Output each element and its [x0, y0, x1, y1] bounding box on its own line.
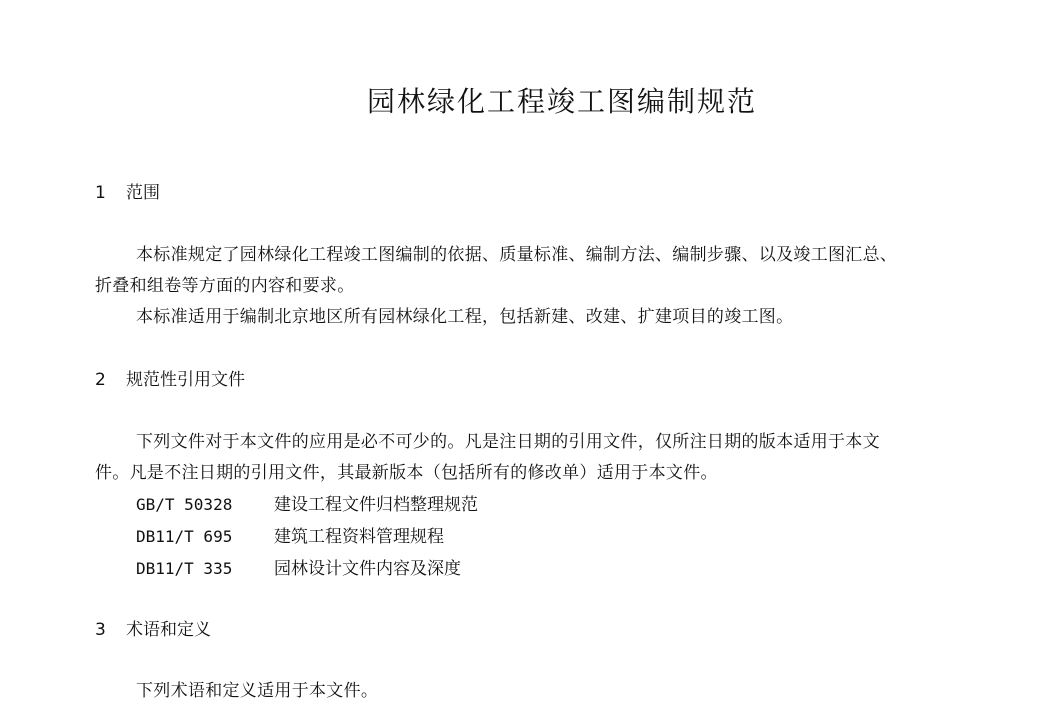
reference-name: 园林设计文件内容及深度: [274, 559, 461, 579]
reference-code: DB11/T 335: [136, 559, 233, 578]
paragraph-line: 件。凡是不注日期的引用文件，其最新版本（包括所有的修改单）适用于本文件。: [95, 463, 718, 483]
section-title: 术语和定义: [126, 620, 211, 640]
section-heading-terms-definitions: [95, 618, 211, 642]
section-heading-scope: [95, 181, 160, 205]
paragraph-line: 下列文件对于本文件的应用是必不可少的。凡是注日期的引用文件，仅所注日期的版本适用于本文: [136, 432, 880, 452]
section-title: 范围: [126, 183, 160, 203]
reference-code: GB/T 50328: [136, 495, 233, 514]
reference-item: [136, 553, 478, 585]
reference-list: [136, 489, 478, 585]
reference-item: [136, 521, 478, 553]
section-number: 2: [95, 370, 106, 390]
paragraph-line: 下列术语和定义适用于本文件。: [136, 681, 379, 701]
section-number: 1: [95, 183, 106, 203]
document-title: 园林绿化工程竣工图编制规范: [366, 85, 757, 118]
section-title: 规范性引用文件: [126, 370, 245, 390]
section-number: 3: [95, 620, 106, 640]
paragraph-line: 本标准适用于编制北京地区所有园林绿化工程，包括新建、改建、扩建项目的竣工图。: [136, 307, 794, 327]
reference-name: 建筑工程资料管理规程: [274, 527, 444, 547]
section-paragraph-references: [95, 427, 1035, 489]
paragraph-line: 本标准规定了园林绿化工程竣工图编制的依据、质量标准、编制方法、编制步骤、以及竣工图汇总、: [136, 245, 898, 265]
paragraph-line: 折叠和组卷等方面的内容和要求。: [95, 276, 355, 296]
reference-code: DB11/T 695: [136, 527, 233, 546]
reference-item: [136, 489, 478, 521]
section-heading-normative-references: [95, 368, 245, 392]
section-paragraph-scope: [95, 240, 1035, 333]
reference-name: 建设工程文件归档整理规范: [274, 495, 478, 515]
section-paragraph-terms: [95, 676, 1035, 707]
